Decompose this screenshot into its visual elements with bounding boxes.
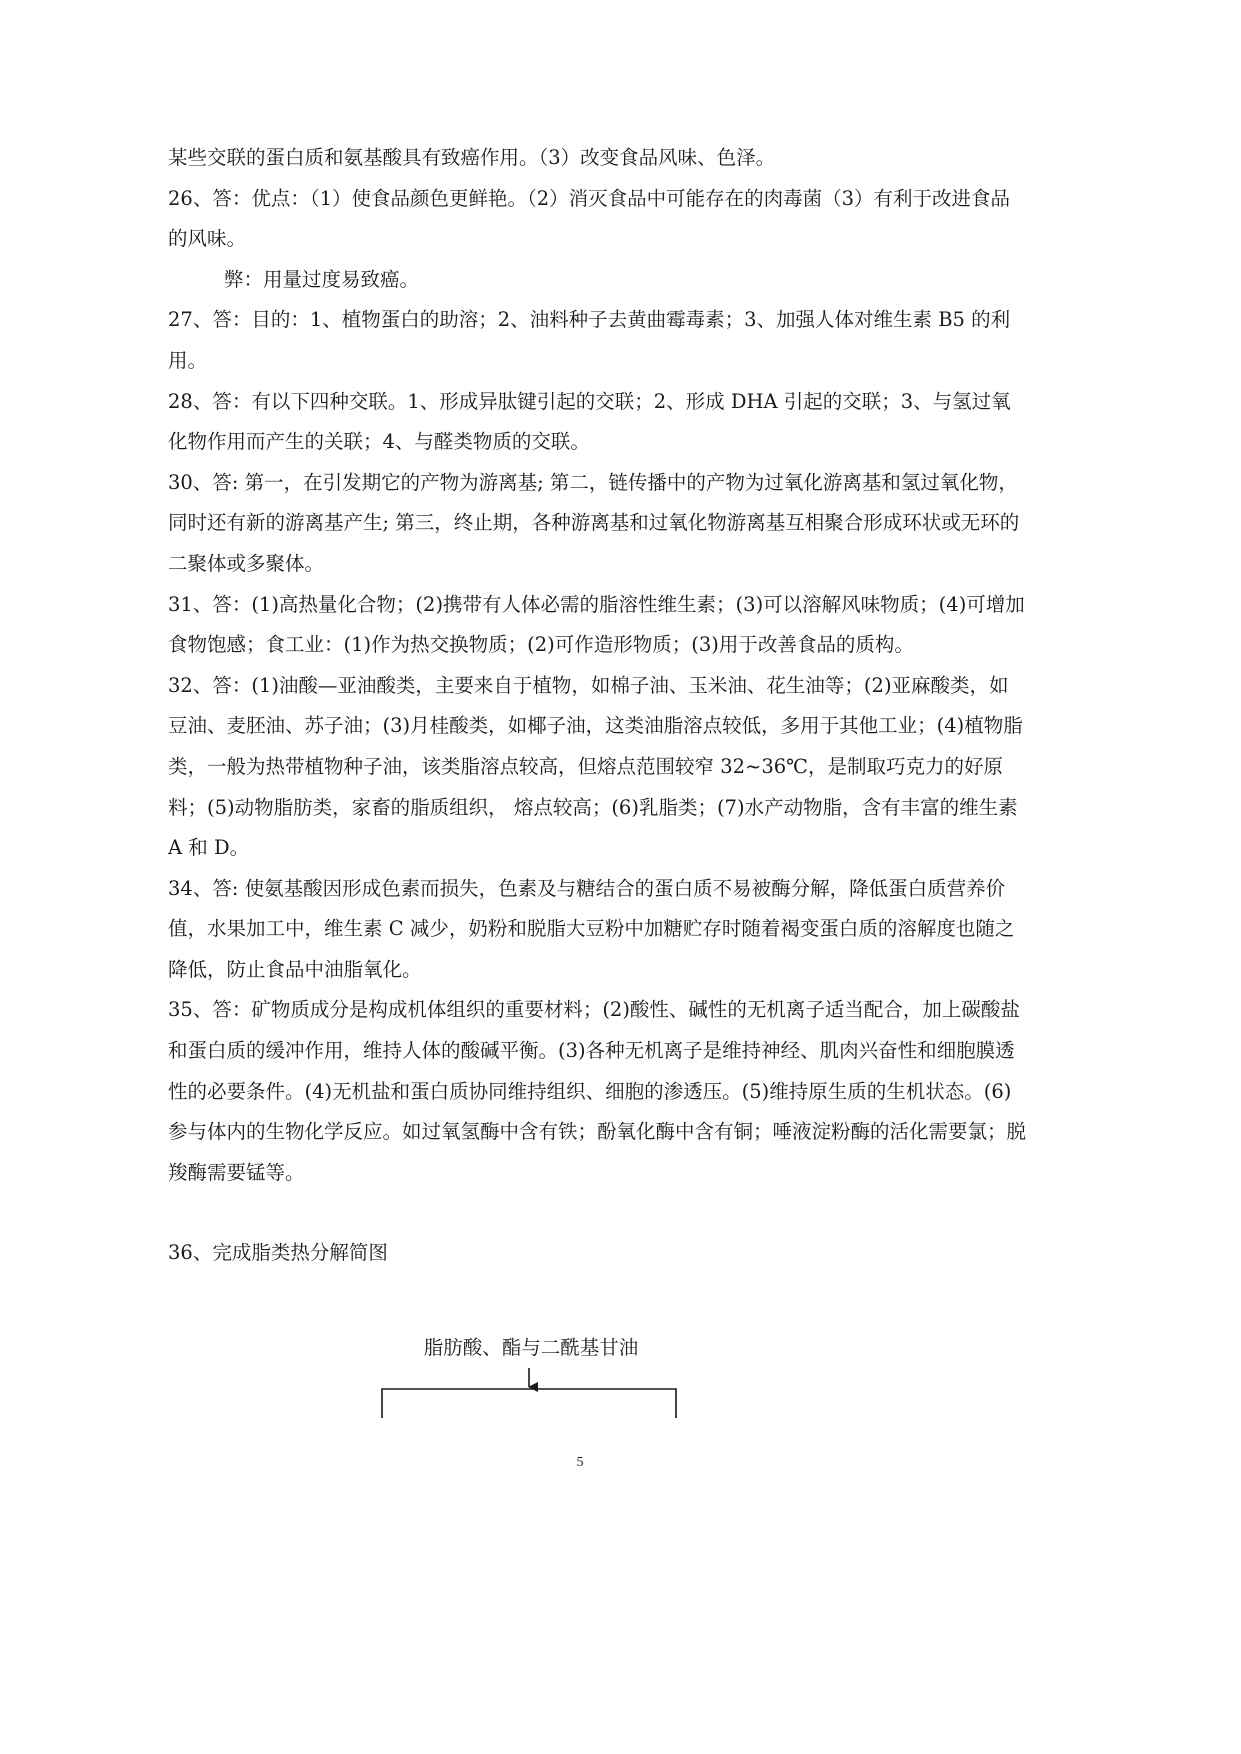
page-number: 5 (576, 1455, 584, 1470)
spacer (168, 1193, 1028, 1233)
paragraph-answer-26-drawback: 弊：用量过度易致癌。 (224, 267, 420, 291)
paragraph-answer-32: 32、答：(1)油酸—亚油酸类，主要来自于植物，如棉子油、玉米油、花生油等；(2)亚麻酸类，如豆油、麦胚油、苏子油；(3)月桂酸类，如椰子油，这类油脂溶点较低，多用于其他工业；(4)植物脂类，一般为热带植物种子油，该类脂溶点较高，但熔点范围较窄 32~36℃，是制取巧克力的好原料；(5)动物脂肪类，家畜的脂质组织， 熔点较高；(6)乳脂类；(7)水产动物脂，含有丰富的维生素 A 和 D。 (168, 673, 1023, 860)
paragraph-answer-30: 30、答: 第一，在引发期它的产物为游离基; 第二，链传播中的产物为过氧化游离基和氢过氧化物，同时还有新的游离基产生; 第三，终止期，各种游离基和过氧化物游离基互相聚合形成环状或无环的二聚体或多聚体。 (168, 470, 1020, 575)
paragraph-answer-35: 35、答：矿物质成分是构成机体组织的重要材料；(2)酸性、碱性的无机离子适当配合，加上碳酸盐和蛋白质的缓冲作用，维持人体的酸碱平衡。(3)各种无机离子是维持神经、肌肉兴奋性和细胞膜透性的必要条件。(4)无机盐和蛋白质协同维持组织、细胞的渗透压。(5)维持原生质的生机状态。(6)参与体内的生物化学反应。如过氧氢酶中含有铁；酚氧化酶中含有铜；唾液淀粉酶的活化需要氯；脱羧酶需要锰等。 (168, 998, 1027, 1184)
section-36-title: 36、完成脂类热分解简图 (168, 1241, 388, 1265)
paragraph-answer-27: 27、答：目的：1、植物蛋白的助溶；2、油料种子去黄曲霉毒素；3、加强人体对维生素 B5 的利用。 (168, 308, 1011, 372)
paragraph-continuation: 某些交联的蛋白质和氨基酸具有致癌作用。（3）改变食品风味、色泽。 (168, 146, 776, 169)
paragraph-answer-31: 31、答：(1)高热量化合物；(2)携带有人体必需的脂溶性维生素；(3)可以溶解风味物质；(4)可增加食物饱感；食工业：(1)作为热交换物质；(2)可作造形物质；(3)用于改善食品的质构。 (168, 592, 1025, 657)
paragraph-answer-28: 28、答：有以下四种交联。1、形成异肽键引起的交联；2、形成 DHA 引起的交联；3、与氢过氧化物作用而产生的关联；4、与醛类物质的交联。 (168, 389, 1011, 454)
answer-text-body (168, 138, 1028, 1274)
diagram-top-node: 脂肪酸、酯与二酰基甘油 (423, 1336, 639, 1359)
branch-bracket (382, 1389, 676, 1418)
paragraph-answer-34: 34、答: 使氨基酸因形成色素而损失，色素及与糖结合的蛋白质不易被酶分解，降低蛋白质营养价值，水果加工中，维生素 C 减少，奶粉和脱脂大豆粉中加糖贮存时随着褐变蛋白质的溶解度也随之降低，防止食品中油脂氧化。 (168, 876, 1015, 981)
paragraph-answer-26: 26、答：优点：（1）使食品颜色更鲜艳。（2）消灭食品中可能存在的肉毒菌（3）有利于改进食品的风味。 (168, 186, 1011, 251)
